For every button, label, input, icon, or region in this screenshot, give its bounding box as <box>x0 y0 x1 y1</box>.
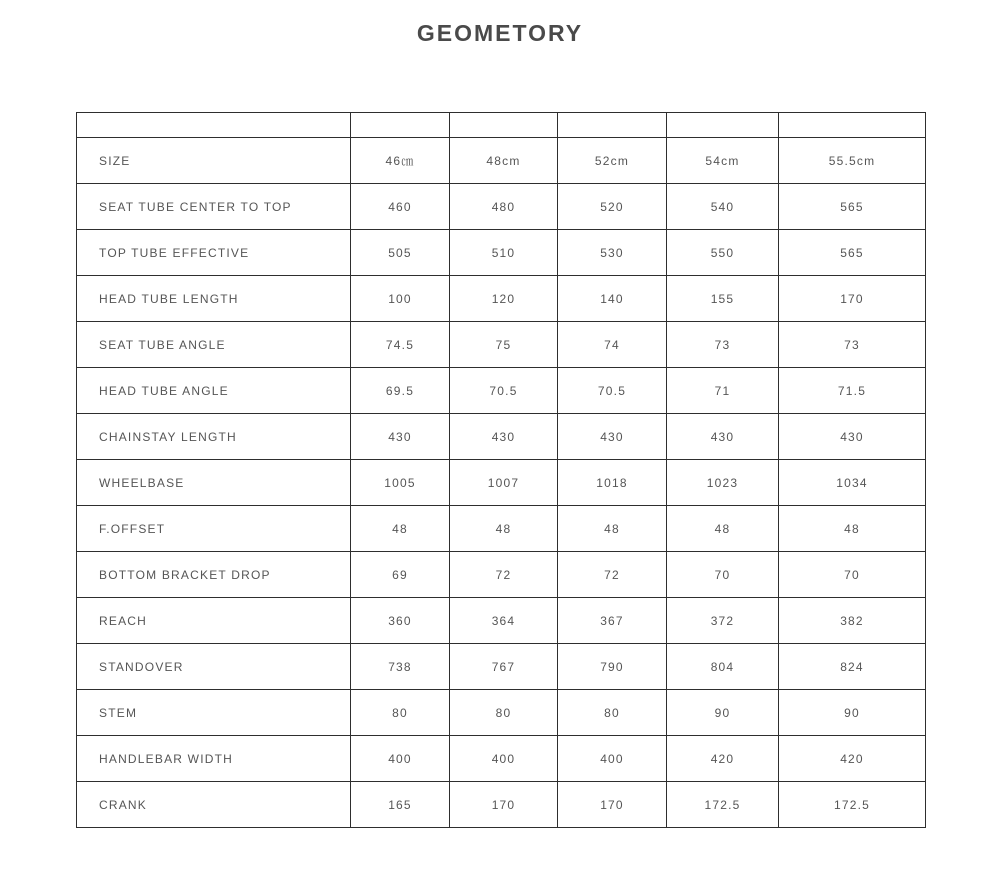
value-cell: 100 <box>351 276 450 322</box>
value-cell: 430 <box>558 414 667 460</box>
value-cell: 824 <box>779 644 926 690</box>
value-cell: 80 <box>450 690 558 736</box>
row-label: STEM <box>77 690 351 736</box>
table-row <box>77 322 926 368</box>
value-cell: 71 <box>667 368 779 414</box>
value-cell: 738 <box>351 644 450 690</box>
value-cell: 565 <box>779 230 926 276</box>
value-cell: 72 <box>558 552 667 598</box>
value-cell: 140 <box>558 276 667 322</box>
value-cell: 48cm <box>450 138 558 184</box>
value-cell: 367 <box>558 598 667 644</box>
value-cell: 69 <box>351 552 450 598</box>
value-cell: 520 <box>558 184 667 230</box>
value-cell: 1018 <box>558 460 667 506</box>
value-cell: 170 <box>779 276 926 322</box>
value-cell: 400 <box>450 736 558 782</box>
table-row <box>77 782 926 828</box>
geometry-table <box>76 112 926 828</box>
value-cell: 565 <box>779 184 926 230</box>
value-cell: 48 <box>450 506 558 552</box>
value-cell: 80 <box>351 690 450 736</box>
value-cell: 430 <box>779 414 926 460</box>
value-cell: 52cm <box>558 138 667 184</box>
table-header-row <box>77 113 926 138</box>
value-cell: 1007 <box>450 460 558 506</box>
value-cell: 165 <box>351 782 450 828</box>
row-label: HANDLEBAR WIDTH <box>77 736 351 782</box>
value-cell: 1023 <box>667 460 779 506</box>
value-cell: 75 <box>450 322 558 368</box>
value-cell: 120 <box>450 276 558 322</box>
value-cell: 505 <box>351 230 450 276</box>
value-cell: 170 <box>558 782 667 828</box>
row-label: CHAINSTAY LENGTH <box>77 414 351 460</box>
header-cell <box>351 113 450 138</box>
value-cell: 48 <box>779 506 926 552</box>
value-cell: 364 <box>450 598 558 644</box>
value-cell: 430 <box>450 414 558 460</box>
value-cell: 170 <box>450 782 558 828</box>
row-label: SIZE <box>77 138 351 184</box>
value-cell: 804 <box>667 644 779 690</box>
value-cell: 55.5cm <box>779 138 926 184</box>
value-cell: 74 <box>558 322 667 368</box>
value-cell: 480 <box>450 184 558 230</box>
value-cell: 767 <box>450 644 558 690</box>
value-cell: 46㎝ <box>351 138 450 184</box>
value-cell: 460 <box>351 184 450 230</box>
value-cell: 54cm <box>667 138 779 184</box>
row-label: STANDOVER <box>77 644 351 690</box>
value-cell: 80 <box>558 690 667 736</box>
row-label: SEAT TUBE ANGLE <box>77 322 351 368</box>
value-cell: 430 <box>667 414 779 460</box>
table-row <box>77 690 926 736</box>
row-label: CRANK <box>77 782 351 828</box>
value-cell: 1005 <box>351 460 450 506</box>
header-cell <box>667 113 779 138</box>
value-cell: 72 <box>450 552 558 598</box>
value-cell: 48 <box>667 506 779 552</box>
row-label: BOTTOM BRACKET DROP <box>77 552 351 598</box>
row-label: REACH <box>77 598 351 644</box>
table-row <box>77 506 926 552</box>
table-row <box>77 138 926 184</box>
value-cell: 172.5 <box>667 782 779 828</box>
row-label: TOP TUBE EFFECTIVE <box>77 230 351 276</box>
value-cell: 790 <box>558 644 667 690</box>
table-row <box>77 644 926 690</box>
table-row <box>77 184 926 230</box>
header-cell <box>558 113 667 138</box>
table-row <box>77 368 926 414</box>
value-cell: 74.5 <box>351 322 450 368</box>
table-row <box>77 276 926 322</box>
value-cell: 550 <box>667 230 779 276</box>
value-cell: 530 <box>558 230 667 276</box>
value-cell: 400 <box>558 736 667 782</box>
page-title: GEOMETORY <box>416 20 584 46</box>
row-label: WHEELBASE <box>77 460 351 506</box>
row-label: SEAT TUBE CENTER TO TOP <box>77 184 351 230</box>
table-row <box>77 414 926 460</box>
value-cell: 71.5 <box>779 368 926 414</box>
value-cell: 70.5 <box>558 368 667 414</box>
value-cell: 372 <box>667 598 779 644</box>
value-cell: 540 <box>667 184 779 230</box>
value-cell: 510 <box>450 230 558 276</box>
value-cell: 69.5 <box>351 368 450 414</box>
value-cell: 70 <box>667 552 779 598</box>
table-row <box>77 230 926 276</box>
value-cell: 90 <box>667 690 779 736</box>
value-cell: 430 <box>351 414 450 460</box>
table-row <box>77 460 926 506</box>
value-cell: 70.5 <box>450 368 558 414</box>
value-cell: 48 <box>558 506 667 552</box>
row-label: HEAD TUBE ANGLE <box>77 368 351 414</box>
value-cell: 1034 <box>779 460 926 506</box>
row-label: HEAD TUBE LENGTH <box>77 276 351 322</box>
row-label: F.OFFSET <box>77 506 351 552</box>
header-cell <box>77 113 351 138</box>
value-cell: 420 <box>667 736 779 782</box>
table-row <box>77 598 926 644</box>
header-cell <box>450 113 558 138</box>
value-cell: 90 <box>779 690 926 736</box>
value-cell: 70 <box>779 552 926 598</box>
value-cell: 73 <box>667 322 779 368</box>
value-cell: 155 <box>667 276 779 322</box>
table-row <box>77 736 926 782</box>
value-cell: 360 <box>351 598 450 644</box>
table-row <box>77 552 926 598</box>
value-cell: 382 <box>779 598 926 644</box>
header-cell <box>779 113 926 138</box>
value-cell: 400 <box>351 736 450 782</box>
value-cell: 420 <box>779 736 926 782</box>
value-cell: 48 <box>351 506 450 552</box>
value-cell: 172.5 <box>779 782 926 828</box>
value-cell: 73 <box>779 322 926 368</box>
